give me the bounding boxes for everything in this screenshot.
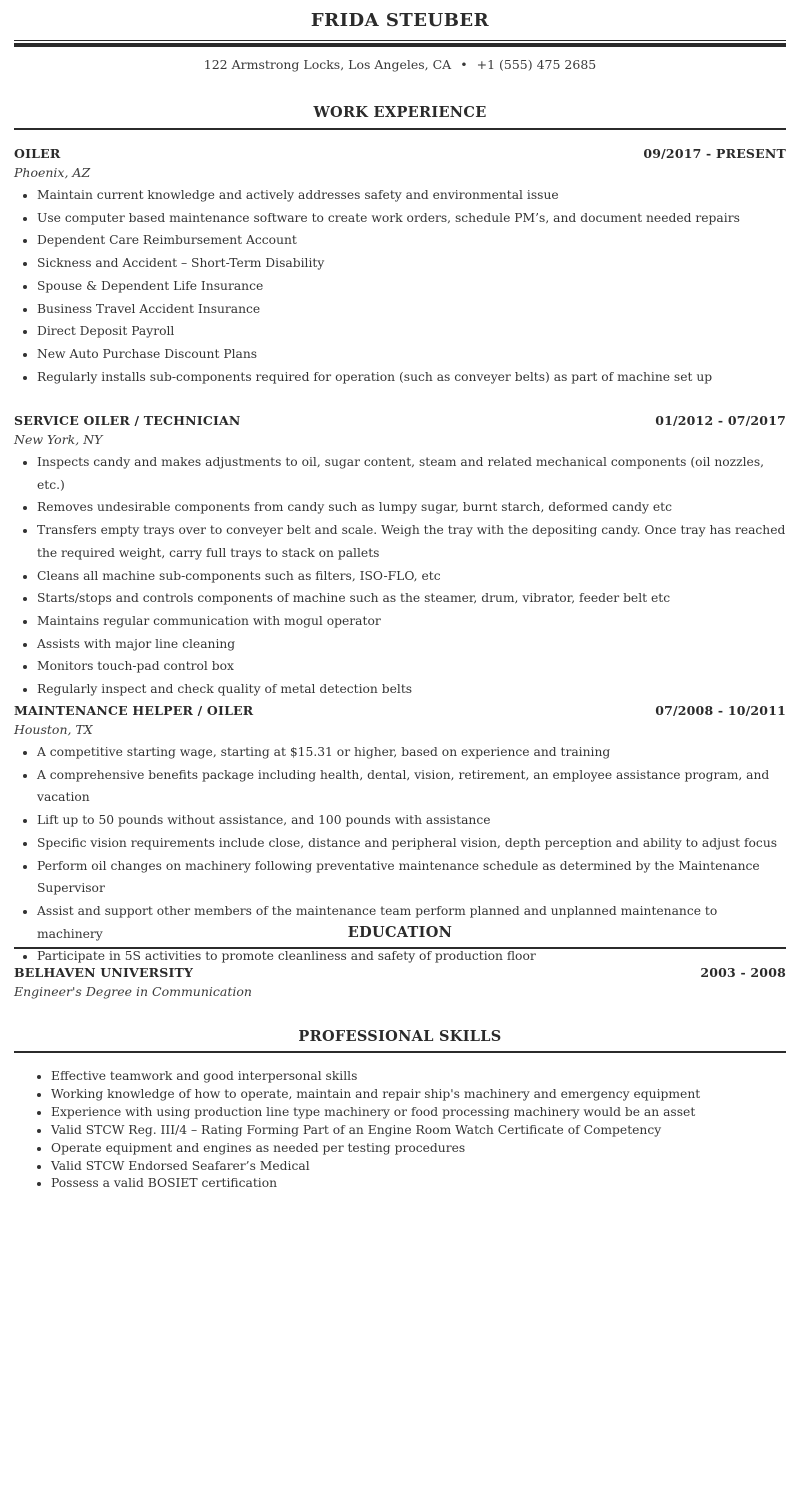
bullet-item: • Regularly inspect and check quality of metal detection belts [37,678,786,701]
bullet-item: • Regularly installs sub-components required for operation (such as conveyer belts) as part of machine set up [37,366,786,389]
bullet-item: • A competitive starting wage, starting at $15.31 or higher, based on experience and training [37,741,786,764]
skill-item: • Working knowledge of how to operate, maintain and repair ship's machinery and emergency equipment [51,1086,786,1104]
bullet-item: • Maintains regular communication with mogul operator [37,610,786,633]
skills-heading: PROFESSIONAL SKILLS [298,1028,502,1045]
bullet-item: • Spouse & Dependent Life Insurance [37,275,786,298]
phone: +1 (555) 475 2685 [476,57,597,72]
job-bullets [14,451,786,701]
job-title: OILER [14,146,61,161]
job-dates: 07/2008 - 10/2011 [655,703,786,718]
job-title: MAINTENANCE HELPER / OILER [14,703,254,718]
bullet-item: • Direct Deposit Payroll [37,320,786,343]
bullet-item: • Business Travel Accident Insurance [37,298,786,321]
bullet-item: • Monitors touch-pad control box [37,655,786,678]
skills-rule [14,1051,786,1053]
skill-item: • Valid STCW Endorsed Seafarer’s Medical [51,1158,786,1176]
bullet-item: • Use computer based maintenance software to create work orders, schedule PM’s, and document needed repairs [37,207,786,230]
bullet-item: • Specific vision requirements include close, distance and peripheral vision, depth perception and ability to adjust focus [37,832,786,855]
degree: Engineer's Degree in Communication [14,984,252,999]
bullet-item: • Sickness and Accident – Short-Term Disability [37,252,786,275]
job-entry [14,413,786,701]
skill-item: • Valid STCW Reg. III/4 – Rating Forming Part of an Engine Room Watch Certificate of Competency [51,1122,786,1140]
bullet-item: • Transfers empty trays over to conveyer belt and scale. Weigh the tray with the depositing candy. Once tray has reached the required weight, carry full trays to stack on pallets [37,519,786,564]
job-entry [14,146,786,388]
job-bullets [14,184,786,388]
skill-item: • Possess a valid BOSIET certification [51,1175,786,1193]
skill-item: • Operate equipment and engines as needed per testing procedures [51,1140,786,1158]
education-rule [14,947,786,949]
candidate-name: FRIDA STEUBER [310,10,490,31]
school-name: BELHAVEN UNIVERSITY [14,965,194,980]
bullet-item: • Lift up to 50 pounds without assistance, and 100 pounds with assistance [37,809,786,832]
bullet-item: • Removes undesirable components from candy such as lumpy sugar, burnt starch, deformed candy etc [37,496,786,519]
bullet-item: • Participate in 5S activities to promote cleanliness and safety of production floor [37,945,786,968]
header-rule-thick [14,43,786,47]
job-location: Houston, TX [14,722,93,737]
skill-item: • Experience with using production line type machinery or food processing machinery would be an asset [51,1104,786,1122]
job-location: New York, NY [14,432,103,447]
skill-item: • Effective teamwork and good interpersonal skills [51,1068,786,1086]
bullet-item: • Inspects candy and makes adjustments to oil, sugar content, steam and related mechanical components (oil nozzles, etc.) [37,451,786,496]
job-dates: 01/2012 - 07/2017 [655,413,786,428]
job-location: Phoenix, AZ [14,165,91,180]
job-title: SERVICE OILER / TECHNICIAN [14,413,241,428]
address: 122 Armstrong Locks, Los Angeles, CA [203,57,452,72]
education-dates: 2003 - 2008 [700,965,786,980]
work-experience-rule [14,128,786,130]
bullet-item: • Perform oil changes on machinery following preventative maintenance schedule as determined by the Maintenance Supervisor [37,855,786,900]
contact-separator: • [460,57,468,72]
education-heading: EDUCATION [347,924,453,941]
bullet-item: • Maintain current knowledge and actively addresses safety and environmental issue [37,184,786,207]
skills-list [14,1068,786,1193]
job-dates: 09/2017 - PRESENT [643,146,786,161]
bullet-item: • Assist and support other members of the maintenance team perform planned and unplanned maintenance to machinery [37,900,786,945]
bullet-item: • Cleans all machine sub-components such as filters, ISO-FLO, etc [37,565,786,588]
bullet-item: • Dependent Care Reimbursement Account [37,229,786,252]
bullet-item: • New Auto Purchase Discount Plans [37,343,786,366]
contact-line [14,57,786,72]
bullet-item: • Starts/stops and controls components of machine such as the steamer, drum, vibrator, feeder belt etc [37,587,786,610]
work-experience-heading: WORK EXPERIENCE [313,104,487,121]
bullet-item: • Assists with major line cleaning [37,633,786,656]
header-rule-thin [14,40,786,41]
bullet-item: • A comprehensive benefits package including health, dental, vision, retirement, an employee assistance program, and vacation [37,764,786,809]
education-entry [14,965,786,1001]
